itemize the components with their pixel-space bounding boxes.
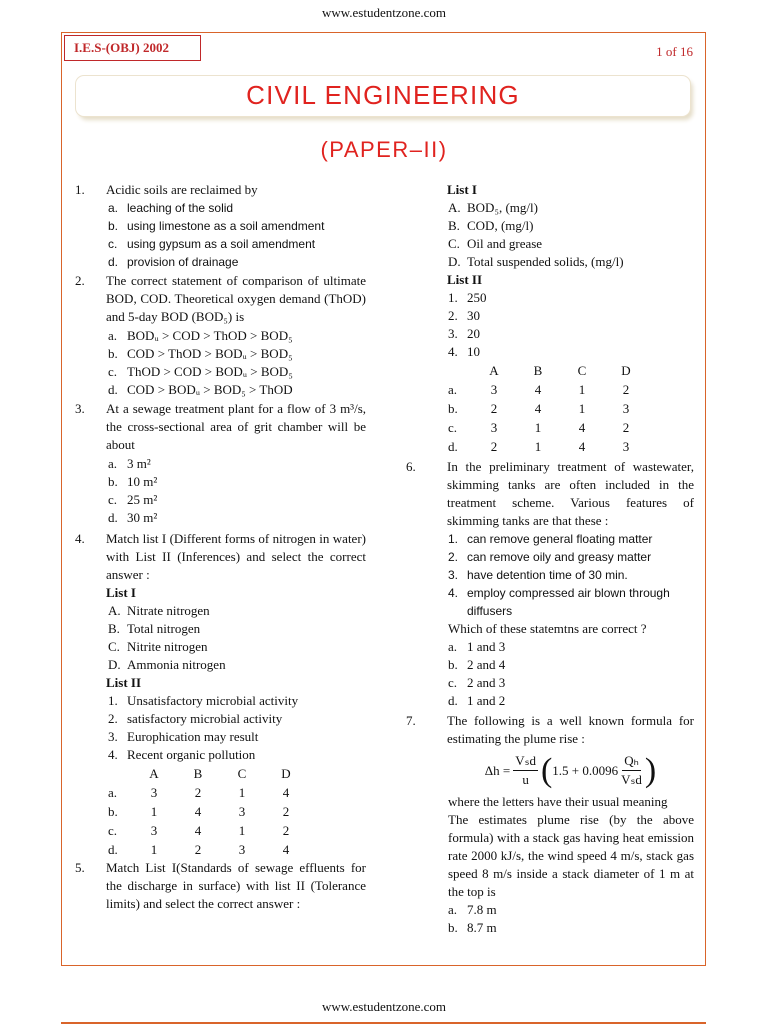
matrix-cell: 4 — [194, 822, 202, 838]
formula-fraction — [621, 752, 642, 789]
question-5 — [64, 859, 366, 913]
matrix-option: d. — [448, 438, 458, 454]
list-key: A. — [448, 200, 461, 215]
matrix-cell: 2 — [490, 400, 498, 416]
question-text: The following is a well known formula for estimating the plume rise : — [447, 713, 694, 746]
matrix-cell: 1 — [238, 784, 246, 800]
matrix-cell: 3 — [238, 803, 246, 819]
list-key: 3. — [448, 326, 458, 341]
list-key: 4. — [108, 747, 118, 762]
option-text: ThOD > COD > BODᵤ > BOD₅ — [127, 364, 293, 379]
list-heading: List I — [447, 182, 477, 197]
formula-fraction — [513, 752, 538, 789]
exam-label: I.E.S-(OBJ) 2002 — [64, 35, 201, 61]
question-text: The estimates plume rise (by the above formula) with a stack gas having heat emission rate 2000 kJ/s, the wind speed 4 m/s, stack gas speed 8 m/s inside a stack diameter of 1 m at the top is — [448, 812, 694, 899]
list-text: Ammonia nitrogen — [127, 657, 226, 672]
option-text: 1 and 3 — [467, 639, 506, 654]
question-3 — [64, 400, 366, 454]
matrix-cell: 1 — [238, 822, 246, 838]
option-letter: b. — [108, 474, 118, 489]
item-text: employ compressed air blown through diffusers — [467, 586, 670, 618]
matrix-cell: 2 — [622, 381, 630, 397]
question-6 — [394, 458, 694, 530]
list-text: Nitrite nitrogen — [127, 639, 208, 654]
list-text: Unsatisfactory microbial activity — [127, 693, 299, 708]
list-text: COD, (mg/l) — [467, 218, 534, 233]
item-number: 2. — [448, 550, 459, 564]
list-key: 1. — [108, 693, 118, 708]
formula-inner: 1.5 + 0.0096 — [552, 762, 619, 778]
option-letter: a. — [108, 328, 118, 343]
matrix-option: c. — [108, 822, 118, 838]
option-letter: c. — [448, 675, 458, 690]
matrix-header: D — [621, 362, 631, 378]
question-prompt: Which of these statemtns are correct ? — [448, 621, 647, 636]
list-heading: List II — [447, 272, 483, 287]
matrix-cell: 3 — [150, 822, 158, 838]
matrix-cell: 4 — [282, 841, 290, 857]
matrix-option: a. — [108, 784, 118, 800]
option-letter: a. — [108, 201, 119, 215]
option-letter: b. — [448, 920, 458, 935]
formula-denominator: u — [522, 772, 529, 787]
option-letter: d. — [108, 510, 118, 525]
option-text: 25 m² — [127, 492, 158, 507]
question-text: In the preliminary treatment of wastewater, skimming tanks are often included in the treatment scheme. Various features of skimming tanks are that these : — [447, 459, 694, 528]
answer-matrix — [108, 764, 308, 859]
question-number: 4. — [75, 531, 85, 546]
question-number: 5. — [75, 860, 85, 875]
question-number: 6. — [406, 459, 416, 474]
matrix-cell: 2 — [282, 803, 290, 819]
matrix-cell: 2 — [282, 822, 290, 838]
plume-rise-formula — [447, 752, 694, 789]
list-key: 2. — [108, 711, 118, 726]
matrix-header: A — [149, 765, 159, 781]
list-heading: List II — [106, 675, 142, 690]
list-key: B. — [108, 621, 120, 636]
option-text: using gypsum as a soil amendment — [127, 237, 316, 251]
matrix-cell: 4 — [534, 381, 542, 397]
list-key: D. — [108, 657, 121, 672]
list-text: Total nitrogen — [127, 621, 201, 636]
question-1 — [64, 181, 366, 199]
option-letter: d. — [108, 255, 119, 269]
matrix-option: b. — [108, 803, 118, 819]
matrix-option: c. — [448, 419, 458, 435]
list-key: 3. — [108, 729, 118, 744]
option-text: COD > BODᵤ > BOD₅ > ThOD — [127, 382, 293, 397]
option-text: COD > ThOD > BODᵤ > BOD₅ — [127, 346, 293, 361]
site-footer: www.estudentzone.com — [321, 999, 447, 1014]
option-letter: c. — [108, 237, 118, 251]
right-column — [394, 181, 694, 937]
page-number: 1 of 16 — [656, 44, 693, 59]
matrix-cell: 1 — [150, 841, 158, 857]
question-number: 1. — [75, 182, 85, 197]
list-text: Oil and grease — [467, 236, 543, 251]
list-text: 20 — [467, 326, 480, 341]
matrix-cell: 3 — [238, 841, 246, 857]
list-text: Nitrate nitrogen — [127, 603, 210, 618]
item-number: 1. — [448, 532, 459, 546]
question-text: Match List I(Standards of sewage effluents for the discharge in surface) with list II (Tolerance limits) and select the correct answer : — [106, 860, 366, 911]
question-7 — [394, 712, 694, 748]
option-letter: c. — [108, 364, 118, 379]
formula-denominator: Vₛd — [621, 772, 642, 787]
option-letter: a. — [108, 456, 118, 471]
list-text: 30 — [467, 308, 480, 323]
matrix-cell: 4 — [282, 784, 290, 800]
list-text: Total suspended solids, (mg/l) — [467, 254, 624, 269]
matrix-cell: 2 — [622, 419, 630, 435]
list-key: 4. — [448, 344, 458, 359]
list-text: BOD₅, (mg/l) — [467, 200, 538, 215]
formula-paren-right: ) — [644, 751, 657, 789]
question-2 — [64, 272, 366, 326]
list-text: satisfactory microbial activity — [127, 711, 283, 726]
matrix-header: C — [237, 765, 247, 781]
list-key: C. — [448, 236, 460, 251]
item-text: can remove oily and greasy matter — [467, 550, 652, 564]
option-text: 3 m² — [127, 456, 151, 471]
matrix-cell: 3 — [622, 438, 630, 454]
list-key: D. — [448, 254, 461, 269]
option-text: 30 m² — [127, 510, 158, 525]
matrix-header: D — [281, 765, 291, 781]
list-text: 250 — [467, 290, 487, 305]
formula-paren-left: ( — [540, 751, 553, 789]
question-number: 7. — [406, 713, 416, 728]
formula-note: where the letters have their usual meaning — [448, 794, 668, 809]
option-text: 8.7 m — [467, 920, 497, 935]
list-key: C. — [108, 639, 120, 654]
left-column — [64, 181, 366, 913]
item-number: 4. — [448, 586, 459, 600]
option-text: BODᵤ > COD > ThOD > BOD₅ — [127, 328, 293, 343]
question-number: 3. — [75, 401, 85, 416]
matrix-option: b. — [448, 400, 458, 416]
matrix-header: B — [533, 362, 543, 378]
formula-numerator: Vₛd — [513, 752, 538, 771]
question-4 — [64, 530, 366, 584]
list-key: A. — [108, 603, 121, 618]
matrix-option: d. — [108, 841, 118, 857]
option-letter: a. — [448, 639, 458, 654]
matrix-cell: 3 — [150, 784, 158, 800]
site-header: www.estudentzone.com — [321, 5, 447, 20]
option-text: 7.8 m — [467, 902, 497, 917]
option-letter: b. — [108, 346, 118, 361]
option-letter: a. — [448, 902, 458, 917]
matrix-cell: 3 — [490, 381, 498, 397]
list-heading: List I — [106, 585, 136, 600]
matrix-cell: 1 — [578, 400, 586, 416]
option-letter: d. — [448, 693, 458, 708]
matrix-cell: 1 — [534, 438, 542, 454]
question-text: The correct statement of comparison of ultimate BOD, COD. Theoretical oxygen demand (ThOD) and 5-day BOD (BOD₅) is — [106, 273, 366, 324]
matrix-header: B — [193, 765, 203, 781]
option-letter: b. — [108, 219, 119, 233]
option-letter: d. — [108, 382, 118, 397]
matrix-cell: 4 — [578, 419, 586, 435]
question-text: At a sewage treatment plant for a flow of 3 m³/s, the cross-sectional area of grit chamber will be about — [106, 401, 366, 452]
matrix-cell: 3 — [490, 419, 498, 435]
matrix-option: a. — [448, 381, 458, 397]
formula-lhs: Δh = — [484, 762, 511, 778]
list-key: B. — [448, 218, 460, 233]
matrix-cell: 1 — [150, 803, 158, 819]
list-key: 2. — [448, 308, 458, 323]
question-number: 2. — [75, 273, 85, 288]
option-text: using limestone as a soil amendment — [127, 219, 325, 233]
item-text: have detention time of 30 min. — [467, 568, 628, 582]
option-letter: b. — [448, 657, 458, 672]
option-text: 10 m² — [127, 474, 158, 489]
matrix-header: A — [489, 362, 499, 378]
matrix-header: C — [577, 362, 587, 378]
paper-label: (PAPER–II) — [320, 137, 448, 162]
matrix-cell: 2 — [490, 438, 498, 454]
option-text: leaching of the solid — [127, 201, 234, 215]
matrix-cell: 1 — [534, 419, 542, 435]
option-text: 1 and 2 — [467, 693, 506, 708]
list-text: Europhication may result — [127, 729, 259, 744]
list-text: Recent organic pollution — [127, 747, 256, 762]
question-text: Match list I (Different forms of nitrogen in water) with List II (Inferences) and select the correct answer : — [106, 531, 366, 582]
matrix-cell: 2 — [194, 784, 202, 800]
option-letter: c. — [108, 492, 118, 507]
matrix-cell: 4 — [578, 438, 586, 454]
page-title: CIVIL ENGINEERING — [246, 80, 520, 110]
option-text: provision of drainage — [127, 255, 239, 269]
list-key: 1. — [448, 290, 458, 305]
matrix-cell: 4 — [534, 400, 542, 416]
item-number: 3. — [448, 568, 459, 582]
option-text: 2 and 4 — [467, 657, 506, 672]
answer-matrix — [448, 361, 648, 456]
matrix-cell: 4 — [194, 803, 202, 819]
matrix-cell: 2 — [194, 841, 202, 857]
formula-numerator: Qₕ — [622, 752, 641, 771]
question-text: Acidic soils are reclaimed by — [106, 182, 258, 197]
list-text: 10 — [467, 344, 480, 359]
matrix-cell: 3 — [622, 400, 630, 416]
matrix-cell: 1 — [578, 381, 586, 397]
option-text: 2 and 3 — [467, 675, 506, 690]
item-text: can remove general floating matter — [467, 532, 653, 546]
